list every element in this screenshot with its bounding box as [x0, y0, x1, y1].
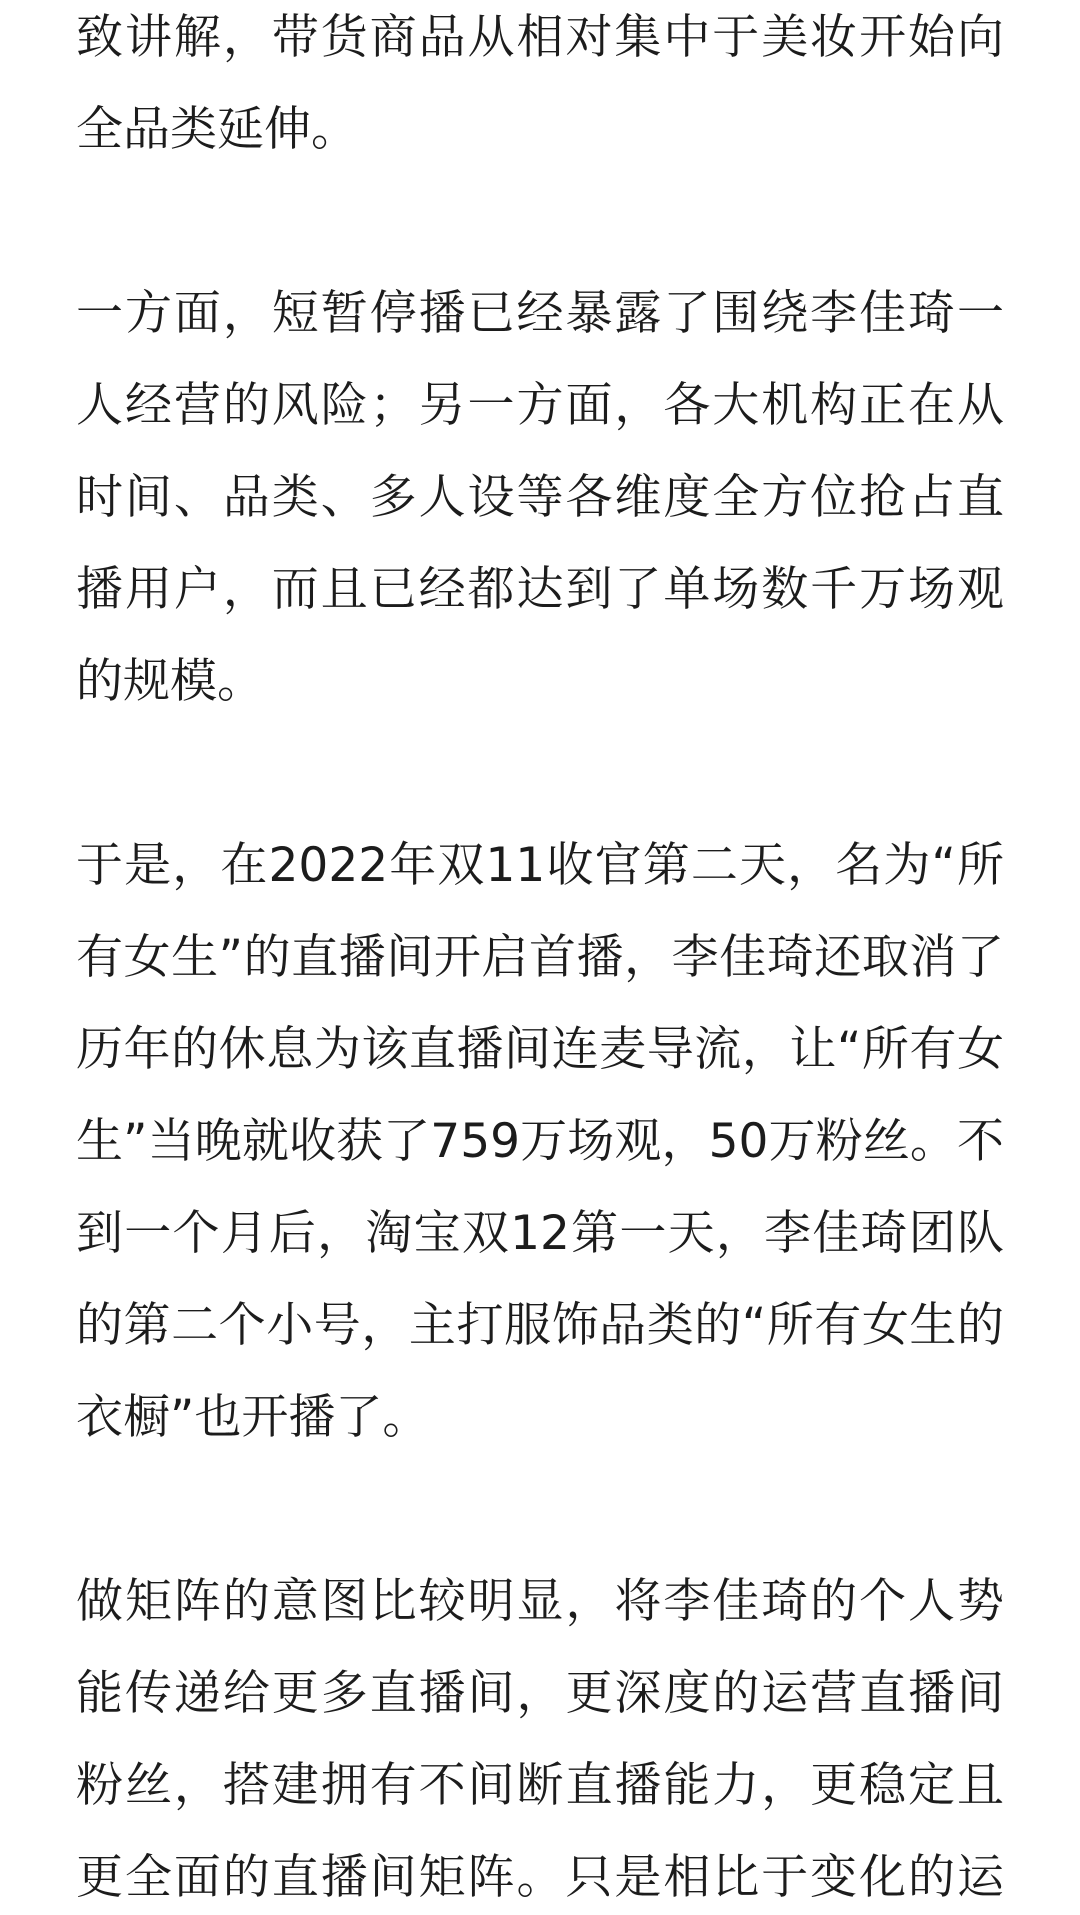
paragraph-2-line-2: 人经营的风险；另一方面，各大机构正在从	[76, 378, 1004, 433]
paragraph-3-line-2: 有女生”的直播间开启首播，李佳琦还取消了	[76, 930, 1004, 985]
paragraph-2-line-1: 一方面，短暂停播已经暴露了围绕李佳琦一	[76, 286, 1004, 341]
paragraph-4-line-2: 能传递给更多直播间，更深度的运营直播间	[76, 1666, 1004, 1721]
paragraph-3-line-6: 的第二个小号，主打服饰品类的“所有女生的	[76, 1298, 1004, 1353]
paragraph-2-line-3: 时间、品类、多人设等各维度全方位抢占直	[76, 470, 1004, 525]
paragraph-4-line-1: 做矩阵的意图比较明显，将李佳琦的个人势	[76, 1574, 1004, 1629]
paragraph-2-line-4: 播用户，而且已经都达到了单场数千万场观	[76, 562, 1004, 617]
paragraph-1-line-1: 致讲解，带货商品从相对集中于美妆开始向	[76, 10, 1004, 65]
paragraph-3-line-7: 衣橱”也开播了。	[76, 1390, 430, 1445]
paragraph-2-line-5: 的规模。	[76, 654, 264, 709]
paragraph-4-line-4: 更全面的直播间矩阵。只是相比于变化的运	[76, 1850, 1004, 1905]
paragraph-1-line-2: 全品类延伸。	[76, 102, 358, 157]
paragraph-3-line-3: 历年的休息为该直播间连麦导流，让“所有女	[76, 1022, 1004, 1077]
paragraph-4-line-3: 粉丝，搭建拥有不间断直播能力，更稳定且	[76, 1758, 1004, 1813]
paragraph-3-line-4: 生”当晚就收获了759万场观，50万粉丝。不	[76, 1114, 1004, 1169]
paragraph-3-line-1: 于是，在2022年双11收官第二天，名为“所	[76, 838, 1004, 893]
paragraph-3-line-5: 到一个月后，淘宝双12第一天，李佳琦团队	[76, 1206, 1004, 1261]
